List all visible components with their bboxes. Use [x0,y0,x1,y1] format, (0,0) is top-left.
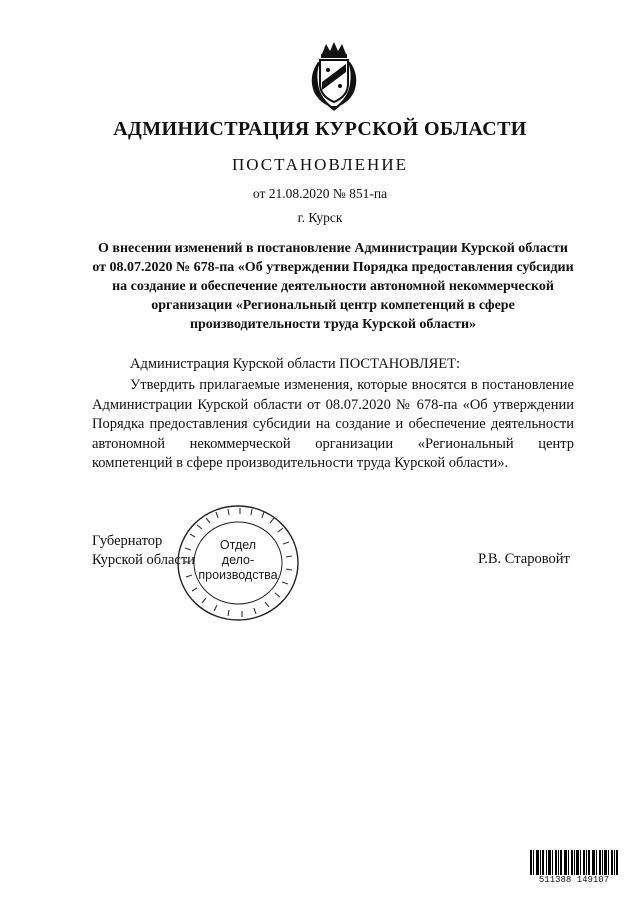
document-date-number: от 21.08.2020 № 851-па [252,186,388,201]
signer-position-line1: Губернатор [92,533,163,549]
signer-position-line2: Курской области [92,552,195,568]
coat-of-arms-icon [306,40,362,112]
document-subject: О внесении изменений в постановление Администрации Курской области от 08.07.2020 № 678-па «Об утверждении Порядка предоставления субсидии на создание и обеспечение деятельности автономной некоммерческой организации «Региональный центр компетенций в сфере производительности труда Курской области» [92,241,574,332]
barcode-number: 511388 149107 [528,875,620,885]
document-type: ПОСТАНОВЛЕНИЕ [231,155,408,174]
stamp-label-line3: производства [198,568,278,582]
stamp-label-line2: дело- [221,553,255,567]
organization-title: АДМИНИСТРАЦИЯ КУРСКОЙ ОБЛАСТИ [113,118,527,140]
stamp-label [190,538,286,583]
document-city: г. Курск [297,210,343,225]
signer-name: Р.В. Старовойт [478,551,570,567]
body-paragraph: Утвердить прилагаемые изменения, которые вносятся в постановление Администрации Курской области от 08.07.2020 № 678-па «Об утверждении Порядка предоставления субсидии на создание и обеспечение деятельности автономной некоммерческой организации «Региональный центр компетенций в сфере производительности труда Курской области». [92,377,574,471]
decree-line: Администрация Курской области ПОСТАНОВЛЯЕТ: [130,356,461,372]
stamp-label-line1: Отдел [219,538,257,552]
